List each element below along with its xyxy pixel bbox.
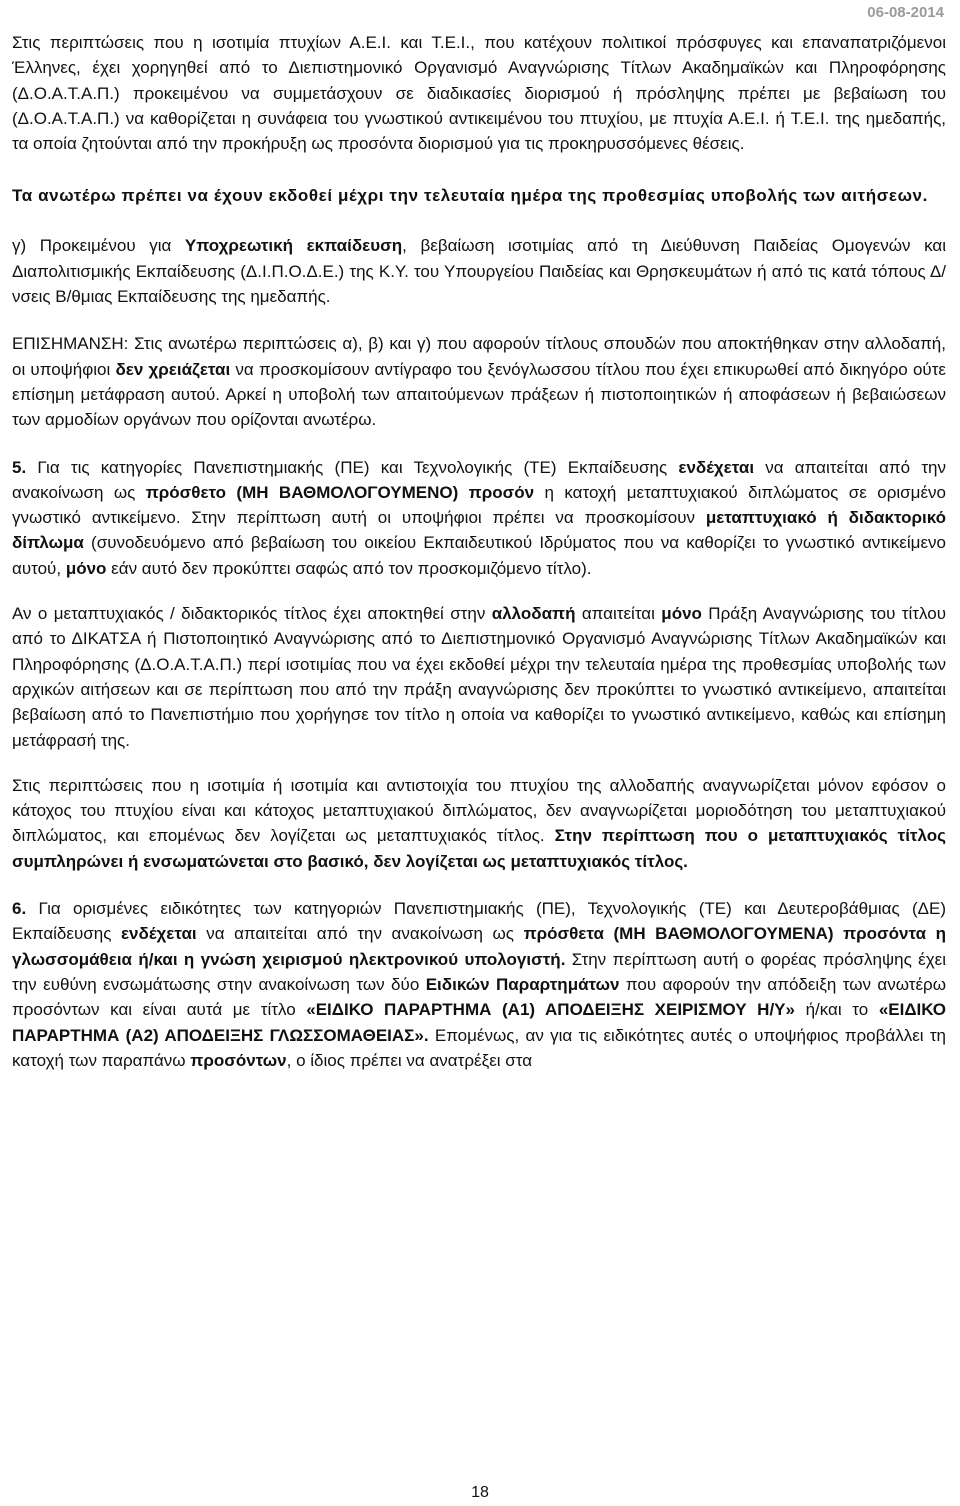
text-run: να προσκομίσουν αντίγραφο του ξενόγλωσσου τίτλου που έχει επικυρωθεί από δικηγόρο ούτε επίσημη μετάφραση αυτού. Αρκεί η υποβολή των απαιτούμενων πράξεων ή πιστοποιητικών ή αποφάσεων ή βεβαιώσεων των αρμοδίων οργάνων που ορίζονται ανωτέρω.	[12, 359, 946, 430]
text-run: εάν αυτό δεν προκύπτει σαφώς από τον προσκομιζόμενο τίτλο).	[106, 558, 592, 578]
text-run: Για τις κατηγορίες Πανεπιστημιακής (ΠΕ) και Τεχνολογικής (ΤΕ) Εκπαίδευσης	[26, 457, 679, 477]
text-run: Για ορισμένες ειδικότητες των κατηγοριών Πανεπιστημιακής (ΠΕ), Τεχνολογικής (ΤΕ) και Δευτεροβάθμιας (ΔΕ) Εκπαίδευσης	[12, 899, 946, 944]
emphasis-text: αλλοδαπή	[491, 604, 576, 624]
text-run: (συνοδευόμενο από βεβαίωση του οικείου Εκπαιδευτικού Ιδρύματος που να καθορίζει το γνωστικό αντικείμενο αυτού,	[12, 533, 946, 578]
emphasis-text: πρόσθετο (ΜΗ ΒΑΘΜΟΛΟΓΟΥΜΕΝΟ) προσόν	[145, 482, 535, 502]
text-run: , ο ίδιος πρέπει να ανατρέξει στα	[286, 1050, 533, 1070]
emphasis-text: ενδέχεται	[120, 924, 197, 944]
text-run: να απαιτείται από την ανακοίνωση ως	[196, 924, 524, 944]
paragraph-recognition-refugees	[12, 30, 946, 156]
emphasis-text: «ΕΙΔΙΚΟ ΠΑΡΑΡΤΗΜΑ (Α1) ΑΠΟΔΕΙΞΗΣ ΧΕΙΡΙΣΜΟΥ Η/Υ»	[306, 1000, 795, 1020]
emphasis-text: Στην περίπτωση που ο μεταπτυχιακός τίτλος συμπληρώνει ή ενσωματώνεται στο βασικό, δεν λογίζεται ως μεταπτυχιακός τίτλος.	[12, 826, 946, 871]
text-run: Αν ο μεταπτυχιακός / διδακτορικός τίτλος έχει αποκτηθεί στην	[12, 604, 492, 624]
paragraph-deadline-note	[12, 178, 946, 213]
emphasis-text: δεν χρειάζεται	[115, 359, 231, 379]
text-run: γ) Προκειμένου για	[12, 236, 185, 256]
text-run: η κατοχή μεταπτυχιακού διπλώματος σε ορισμένο γνωστικό αντικείμενο. Στην περίπτωση αυτή οι υποψήφιοι πρέπει να προσκομίσουν	[12, 482, 946, 528]
document-date: 06-08-2014	[867, 4, 944, 21]
emphasis-text: «ΕΙΔΙΚΟ ΠΑΡΑΡΤΗΜΑ (Α2) ΑΠΟΔΕΙΞΗΣ ΓΛΩΣΣΟΜΑΘΕΙΑΣ».	[12, 1000, 946, 1045]
emphasis-text: μεταπτυχιακό ή διδακτορικό δίπλωμα	[12, 508, 946, 553]
emphasis-text: μόνο	[65, 558, 107, 578]
page-number: 18	[471, 1484, 489, 1501]
paragraph-foreign-postgraduate	[12, 601, 946, 753]
emphasis-text: Ειδικών Παραρτημάτων	[425, 974, 620, 994]
paragraph-compulsory-education	[12, 233, 946, 309]
text-run: Στις περιπτώσεις που η ισοτιμία ή ισοτιμία και αντιστοιχία του πτυχίου της αλλοδαπής αναγνωρίζεται μόνον εφόσον ο κάτοχος του πτυχίου είναι και κάτοχος μεταπτυχιακού διπλώματος, δεν αναγνωρίζεται μοριοδότηση του μεταπτυχιακού διπλώματος, και επομένως δεν λογίζεται ως μεταπτυχιακός τίτλος.	[12, 775, 946, 846]
text-run: απαιτείται	[575, 604, 662, 624]
text-run: Τα ανωτέρω πρέπει να έχουν εκδοθεί μέχρι την τελευταία ημέρα της προθεσμίας υποβολής των αιτήσεων.	[12, 186, 928, 206]
text-run: Επομένως, αν για τις ειδικότητες αυτές ο υποψήφιος προβάλλει τη κατοχή των παραπάνω	[12, 1025, 947, 1070]
document-body	[12, 30, 946, 1073]
section-number: 6.	[12, 899, 27, 919]
text-run: ή/και το	[794, 1000, 879, 1020]
emphasis-text: ενδέχεται	[678, 457, 755, 477]
emphasis-text: Υποχρεωτική εκπαίδευση	[184, 236, 403, 256]
emphasis-text: προσόντων	[190, 1050, 287, 1070]
paragraph-section-6	[12, 896, 946, 1073]
text-run: , βεβαίωση ισοτιμίας από τη Διεύθυνση Παιδείας Ομογενών και Διαπολιτισμικής Εκπαίδευσης (Δ.Ι.Π.Ο.Δ.Ε.) της Κ.Υ. του Υπουργείου Παιδείας και Θρησκευμάτων ή από τις κατά τόπους Δ/νσεις Β/θμιας Εκπαίδευσης της ημεδαπής.	[12, 236, 947, 307]
text-run: Στις περιπτώσεις που η ισοτιμία πτυχίων Α.Ε.Ι. και Τ.Ε.Ι., που κατέχουν πολιτικοί πρόσφυγες και επαναπατριζόμενοι Έλληνες, έχει χορηγηθεί από το Διεπιστημονικό Οργανισμό Αναγνώρισης Τίτλων Ακαδημαϊκών και Πληροφόρησης (Δ.Ο.Α.Τ.Α.Π.) προκειμένου να συμμετάσχουν σε διαδικασίες διορισμού ή πρόσληψης πρέπει με βεβαίωση του (Δ.Ο.Α.Τ.Α.Π.) να καθορίζεται η συνάφεια του γνωστικού αντικειμένου του πτυχίου, με πτυχία Α.Ε.Ι. ή Τ.Ε.Ι. της ημεδαπής, τα οποία ζητούνται από την προκήρυξη ως προσόντα διορισμού για τις προκηρυσσόμενες θέσεις.	[12, 33, 946, 154]
text-run: Πράξη Αναγνώρισης του τίτλου από το ΔΙΚΑΤΣΑ ή Πιστοποιητικό Αναγνώρισης από το Διεπιστημονικό Οργανισμό Αναγνώρισης Τίτλων Ακαδημαϊκών και Πληροφόρησης (Δ.Ο.Α.Τ.Α.Π.) περί ισοτιμίας που να έχει εκδοθεί μέχρι την τελευταία ημέρα της προθεσμίας υποβολής των αρχικών αιτήσεων και σε περίπτωση που από την πράξη αναγνώρισης δεν προκύπτει το γνωστικό αντικείμενο, απαιτείται βεβαίωση από το Πανεπιστήμιο που χορήγησε τον τίτλο η οποία να καθορίζει το γνωστικό αντικείμενο, καθώς και επίσημη μετάφρασή της.	[12, 604, 946, 750]
emphasis-text: μόνο	[661, 604, 702, 624]
paragraph-equivalence-conditions	[12, 773, 946, 874]
text-run: Στην περίπτωση αυτή ο φορέας πρόσληψης έχει την ευθύνη ενσωμάτωσης στην ανακοίνωση των δύο	[12, 949, 946, 994]
text-run: που αφορούν την απόδειξη των ανωτέρω προσόντων και είναι αυτά με τίτλο	[12, 974, 947, 1020]
emphasis-text: πρόσθετα (ΜΗ ΒΑΘΜΟΛΟΓΟΥΜΕΝΑ) προσόντα η γλωσσομάθεια ή/και η γνώση χειρισμού ηλεκτρονικού υπολογιστή.	[12, 924, 947, 969]
paragraph-notice	[12, 331, 946, 432]
text-run: ΕΠΙΣΗΜΑΝΣΗ: Στις ανωτέρω περιπτώσεις α), β) και γ) που αφορούν τίτλους σπουδών που αποκτήθηκαν στην αλλοδαπή, οι υποψήφιοι	[12, 334, 946, 379]
text-run: να απαιτείται από την ανακοίνωση ως	[12, 457, 946, 502]
paragraph-section-5	[12, 455, 946, 581]
section-number: 5.	[12, 457, 27, 477]
